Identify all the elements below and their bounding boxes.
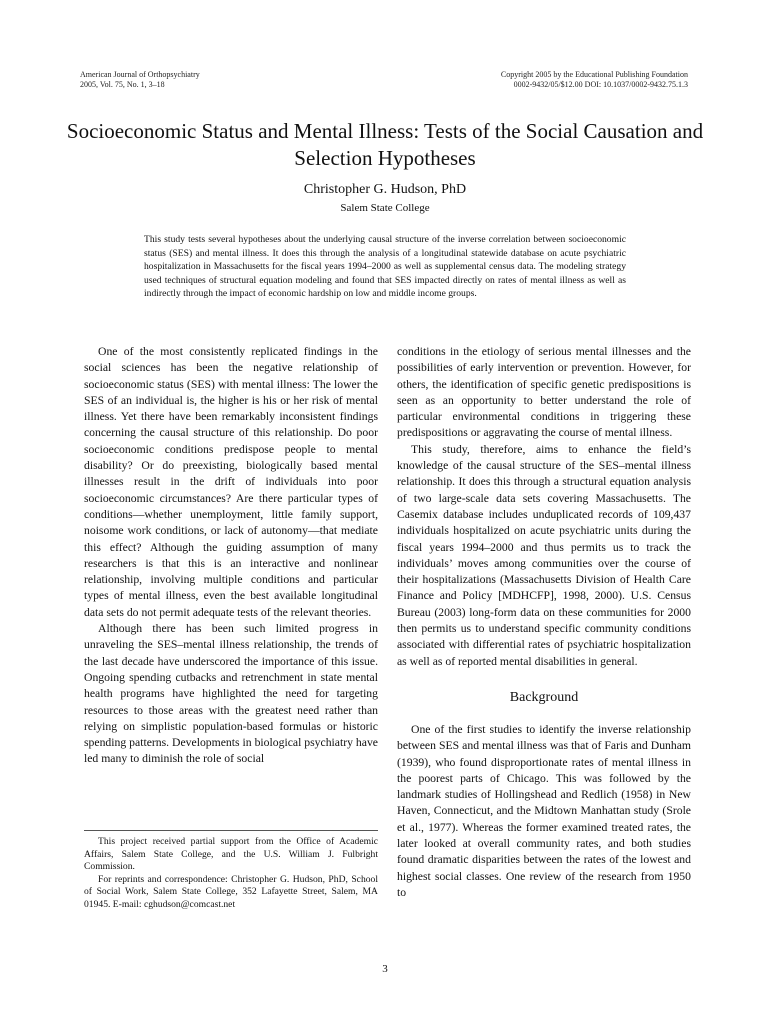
author-name: Christopher G. Hudson, PhD [303, 182, 467, 197]
footnote-correspondence: For reprints and correspondence: Christopher G. Hudson, PhD, School of Social Work, Salem State College, 352 Lafayette Street, Salem, MA 01945. E-mail: cghudson@comcast.net [84, 873, 378, 910]
journal-name: American Journal of Orthopsychiatry [80, 70, 200, 79]
running-header-left [80, 70, 200, 89]
copyright-line: Copyright 2005 by the Educational Publishing Foundation [500, 70, 688, 79]
doi-line: 0002-9432/05/$12.00 DOI: 10.1037/0002-9432.75.1.3 [513, 79, 688, 89]
page-number: 3 [382, 963, 388, 975]
body-paragraph: This study, therefore, aims to enhance the field’s knowledge of the causal structure of the SES–mental illness relationship. It does this through a structural equation analysis of two large-scale data sets covering Massachusetts. The Casemix database includes unduplicated records of 109,437 individuals hospitalized on acute psychiatric units during the fiscal years 1994–2000 and thus permits us to track the individuals’ moves among communities over the course of their hospitalizations (Massachusetts Division of Health Care Finance and Policy [MDHCFP], 1998, 2000). U.S. Census Bureau (2003) long-form data on these communities for 2000 then permits us to understand specific community conditions associated with differential rates of psychiatric hospitalization as well as of reported mental disabilities in general. [397, 442, 691, 668]
footnote-support: This project received partial support from the Office of Academic Affairs, Salem State College, and the U.S. William J. Fulbright Commission. [84, 836, 378, 873]
body-paragraph: One of the first studies to identify the inverse relationship between SES and mental illness was that of Faris and Dunham (1939), who found disproportionate rates of mental illness in the poorest parts of Chicago. This was followed by the landmark studies of Hollingshead and Redlich (1958) in New Haven, Connecticut, and the Midtown Manhattan study (Srole et al., 1977). Whereas the former examined treated rates, the later looked at overall community rates, and both studies found dramatic disparities between the rates of the lowest and highest social classes. One review of the research from 1950 to [397, 722, 691, 899]
footnote-divider [84, 830, 378, 831]
section-heading-background: Background [509, 689, 579, 705]
body-column-right [397, 344, 691, 901]
journal-volume: 2005, Vol. 75, No. 1, 3–18 [80, 79, 165, 89]
body-paragraph: Although there has been such limited progress in unraveling the SES–mental illness relationship, the trends of the last decade have underscored the importance of this issue. Ongoing spending cutbacks and retrenchment in state mental health programs have highlighted the need for targeting resources to those areas with the greatest need rather than relying on simplistic population-based formulas or historic spending patterns. Developments in biological psychiatry have led many to diminish the role of social [84, 622, 378, 766]
article-title: Socioeconomic Status and Mental Illness: Tests of the Social Causation and Selection Hypotheses [66, 119, 704, 170]
abstract: This study tests several hypotheses about the underlying causal structure of the inverse correlation between socioeconomic status (SES) and mental illness. It does this through the analysis of a longitudinal statewide database on acute psychiatric hospitalization in Massachusetts for the fiscal years 1994–2000 as well as supplemental census data. The modeling strategy used techniques of structural equation modeling and found that SES impacted directly on rates of mental illness as well as indirectly through the impact of economic hardship on low and middle income groups. [144, 234, 626, 300]
running-header-right [501, 70, 688, 89]
body-paragraph: conditions in the etiology of serious mental illnesses and the possibilities of early intervention or prevention. However, for others, the identification of specific genetic predispositions is seen as an opportunity to better understand the role of particular environmental conditions in triggering these predispositions or aggravating the course of mental illness. [397, 345, 691, 440]
body-column-left [84, 344, 378, 768]
body-paragraph: One of the most consistently replicated findings in the social sciences has been the negative relationship of socioeconomic status (SES) with mental illness: The lower the SES of an individual is, the higher is his or her risk of mental illness. Yet there have been remarkably inconsistent findings concerning the causal structure of this relationship. Do poor socioeconomic conditions predispose people to mental disability? Or do preexisting, biologically based mental illnesses result in the drift of individuals into poor socioeconomic circumstances? Are there particular types of conditions—whether unemployment, little family support, noisome work conditions, or lack of autonomy—that mediate this effect? Although the guiding assumption of many researchers is that this is an interactive and nonlinear relationship, involving multiple conditions and particular types of mental illness, even the best available longitudinal data sets do not permit adequate tests of the relevant theories. [84, 345, 378, 619]
author-affiliation: Salem State College [340, 202, 430, 214]
footnotes [84, 836, 378, 912]
